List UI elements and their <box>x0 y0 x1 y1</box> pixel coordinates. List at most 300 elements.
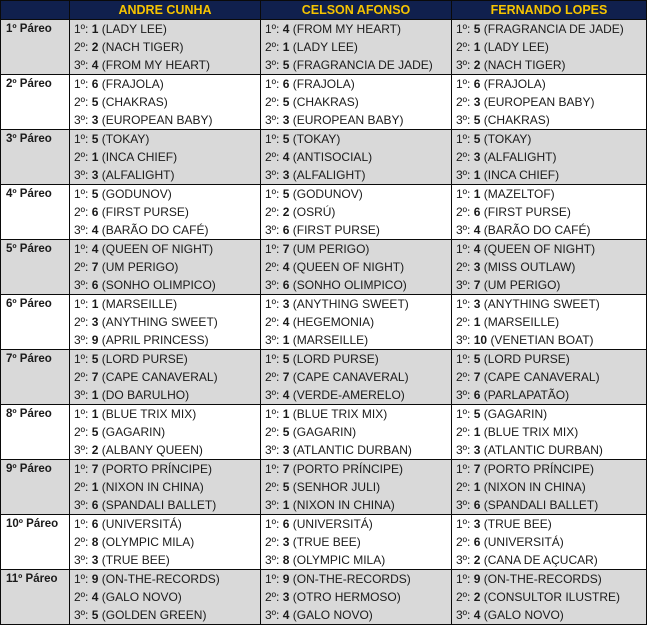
finish-position: 3º: <box>265 553 280 567</box>
finish-position: 3º: <box>456 168 471 182</box>
horse-number: 1 <box>473 315 481 329</box>
horse-number: 5 <box>282 352 290 366</box>
finish-position: 3º: <box>456 388 471 402</box>
horse-name: (CHAKRAS) <box>292 95 359 109</box>
finish-position: 1º: <box>265 22 280 36</box>
horse-number: 3 <box>282 535 290 549</box>
horse-number: 5 <box>473 132 481 146</box>
horse-name: (GODUNOV) <box>101 187 172 201</box>
race-row <box>1 240 647 295</box>
pick-line <box>70 441 260 459</box>
horse-number: 7 <box>473 370 481 384</box>
pick-line <box>261 313 451 331</box>
pick-line <box>261 130 451 148</box>
pick-line <box>70 203 260 221</box>
finish-position: 3º: <box>265 608 280 622</box>
horse-name: (SPANDALI BALLET) <box>101 498 217 512</box>
horse-number: 6 <box>282 517 290 531</box>
pick-line <box>70 460 260 478</box>
race-row <box>1 20 647 75</box>
pick-line <box>70 588 260 606</box>
horse-name: (QUEEN OF NIGHT) <box>101 242 214 256</box>
horse-name: (CAPE CANAVERAL) <box>483 370 600 384</box>
horse-number: 4 <box>282 22 290 36</box>
horse-number: 1 <box>91 150 99 164</box>
horse-name: (VERDE-AMERELO) <box>292 388 405 402</box>
finish-position: 2º: <box>265 480 280 494</box>
horse-number: 7 <box>282 370 290 384</box>
finish-position: 1º: <box>456 132 471 146</box>
horse-number: 1 <box>91 407 99 421</box>
finish-position: 3º: <box>456 113 471 127</box>
horse-number: 5 <box>91 132 99 146</box>
race-row <box>1 295 647 350</box>
finish-position: 3º: <box>456 553 471 567</box>
pick-line <box>70 148 260 166</box>
horse-number: 3 <box>282 168 290 182</box>
horse-name: (UM PERIGO) <box>483 278 561 292</box>
pick-line <box>70 166 260 184</box>
pick-line <box>452 515 646 533</box>
horse-name: (GAGARIN) <box>483 407 548 421</box>
horse-name: (MARSEILLE) <box>483 315 560 329</box>
horse-number: 4 <box>91 58 99 72</box>
finish-position: 2º: <box>74 535 89 549</box>
expert-picks-cell <box>261 130 452 185</box>
horse-name: (DO BARULHO) <box>101 388 190 402</box>
finish-position: 1º: <box>265 517 280 531</box>
race-row <box>1 75 647 130</box>
horse-name: (INCA CHIEF) <box>101 150 178 164</box>
finish-position: 1º: <box>74 517 89 531</box>
expert-picks-cell <box>261 240 452 295</box>
finish-position: 2º: <box>456 370 471 384</box>
finish-position: 2º: <box>74 480 89 494</box>
pick-line <box>452 460 646 478</box>
horse-number: 2 <box>473 58 481 72</box>
horse-name: (MARSEILLE) <box>101 297 178 311</box>
pick-line <box>261 276 451 294</box>
expert-picks-cell <box>261 515 452 570</box>
pick-line <box>261 478 451 496</box>
horse-name: (ATLANTIC DURBAN) <box>292 443 412 457</box>
finish-position: 2º: <box>456 425 471 439</box>
finish-position: 3º: <box>74 333 89 347</box>
expert-picks-cell <box>452 295 647 350</box>
finish-position: 2º: <box>265 425 280 439</box>
horse-number: 3 <box>91 315 99 329</box>
horse-number: 5 <box>282 132 290 146</box>
horse-name: (TRUE BEE) <box>483 517 552 531</box>
finish-position: 2º: <box>265 535 280 549</box>
finish-position: 3º: <box>74 443 89 457</box>
horse-number: 6 <box>91 205 99 219</box>
finish-position: 2º: <box>74 205 89 219</box>
horse-name: (ANYTHING SWEET) <box>292 297 409 311</box>
pick-line <box>261 258 451 276</box>
finish-position: 1º: <box>456 352 471 366</box>
pick-line <box>261 606 451 624</box>
finish-position: 3º: <box>456 498 471 512</box>
race-label: 5º Páreo <box>1 240 70 295</box>
finish-position: 2º: <box>74 95 89 109</box>
horse-number: 4 <box>91 242 99 256</box>
horse-number: 4 <box>473 223 481 237</box>
horse-name: (FRAJOLA) <box>101 77 164 91</box>
pick-line <box>261 148 451 166</box>
finish-position: 2º: <box>74 260 89 274</box>
expert-picks-cell <box>452 515 647 570</box>
horse-name: (FRAJOLA) <box>483 77 546 91</box>
finish-position: 2º: <box>74 315 89 329</box>
expert-picks-cell <box>261 570 452 625</box>
pick-line <box>452 203 646 221</box>
horse-name: (LADY LEE) <box>101 22 167 36</box>
horse-name: (UNIVERSITÁ) <box>292 517 373 531</box>
horse-name: (TOKAY) <box>101 132 150 146</box>
expert-picks-cell <box>70 405 261 460</box>
horse-number: 3 <box>282 443 290 457</box>
expert-picks-cell <box>261 20 452 75</box>
horse-number: 6 <box>282 223 290 237</box>
pick-line <box>261 20 451 38</box>
header-fernando-lopes: FERNANDO LOPES <box>452 1 647 20</box>
finish-position: 1º: <box>74 462 89 476</box>
pick-line <box>70 75 260 93</box>
finish-position: 3º: <box>456 608 471 622</box>
pick-line <box>452 405 646 423</box>
horse-name: (SONHO OLIMPICO) <box>101 278 216 292</box>
horse-number: 5 <box>282 95 290 109</box>
finish-position: 1º: <box>74 22 89 36</box>
horse-name: (LORD PURSE) <box>101 352 188 366</box>
race-label: 6º Páreo <box>1 295 70 350</box>
horse-name: (ANTISOCIAL) <box>292 150 373 164</box>
horse-name: (NIXON IN CHINA) <box>292 498 395 512</box>
horse-name: (ALFALIGHT) <box>101 168 175 182</box>
pick-line <box>452 111 646 129</box>
horse-name: (LORD PURSE) <box>292 352 379 366</box>
finish-position: 2º: <box>74 370 89 384</box>
finish-position: 1º: <box>74 242 89 256</box>
expert-picks-cell <box>70 75 261 130</box>
horse-name: (CANA DE AÇUCAR) <box>483 553 598 567</box>
finish-position: 2º: <box>456 40 471 54</box>
horse-number: 8 <box>282 553 290 567</box>
horse-number: 6 <box>473 498 481 512</box>
horse-name: (BLUE TRIX MIX) <box>292 407 388 421</box>
pick-line <box>70 130 260 148</box>
horse-name: (UNIVERSITÁ) <box>101 517 182 531</box>
horse-name: (ON-THE-RECORDS) <box>101 572 220 586</box>
horse-number: 4 <box>282 388 290 402</box>
horse-number: 5 <box>473 352 481 366</box>
horse-number: 3 <box>473 150 481 164</box>
horse-name: (SENHOR JULI) <box>292 480 381 494</box>
horse-number: 1 <box>91 388 99 402</box>
pick-line <box>261 496 451 514</box>
pick-line <box>452 38 646 56</box>
expert-picks-cell <box>452 130 647 185</box>
pick-line <box>70 313 260 331</box>
horse-number: 5 <box>282 187 290 201</box>
expert-picks-cell <box>452 350 647 405</box>
expert-picks-cell <box>70 515 261 570</box>
pick-line <box>261 56 451 74</box>
finish-position: 3º: <box>265 443 280 457</box>
finish-position: 2º: <box>456 480 471 494</box>
horse-number: 3 <box>473 297 481 311</box>
pick-line <box>452 606 646 624</box>
pick-line <box>70 38 260 56</box>
horse-number: 1 <box>282 333 290 347</box>
finish-position: 2º: <box>265 205 280 219</box>
pick-line <box>261 588 451 606</box>
horse-number: 3 <box>91 553 99 567</box>
finish-position: 1º: <box>456 407 471 421</box>
finish-position: 3º: <box>74 498 89 512</box>
pick-line <box>70 56 260 74</box>
pick-line <box>261 551 451 569</box>
horse-number: 1 <box>473 425 481 439</box>
horse-name: (GODUNOV) <box>292 187 363 201</box>
horse-number: 6 <box>473 388 481 402</box>
pick-line <box>452 75 646 93</box>
finish-position: 1º: <box>265 187 280 201</box>
finish-position: 1º: <box>265 77 280 91</box>
finish-position: 3º: <box>74 278 89 292</box>
horse-number: 4 <box>282 608 290 622</box>
race-label: 9º Páreo <box>1 460 70 515</box>
pick-line <box>70 405 260 423</box>
horse-number: 3 <box>282 590 290 604</box>
finish-position: 2º: <box>265 260 280 274</box>
pick-line <box>70 185 260 203</box>
finish-position: 2º: <box>456 315 471 329</box>
pick-line <box>452 148 646 166</box>
horse-name: (EUROPEAN BABY) <box>101 113 213 127</box>
expert-picks-cell <box>261 350 452 405</box>
finish-position: 2º: <box>74 150 89 164</box>
horse-number: 9 <box>91 333 99 347</box>
horse-name: (PORTO PRÍNCIPE) <box>292 462 404 476</box>
pick-line <box>70 423 260 441</box>
horse-number: 6 <box>282 278 290 292</box>
horse-number: 1 <box>473 168 481 182</box>
finish-position: 3º: <box>74 553 89 567</box>
pick-line <box>452 496 646 514</box>
horse-number: 5 <box>473 22 481 36</box>
horse-name: (ON-THE-RECORDS) <box>292 572 411 586</box>
horse-number: 4 <box>91 223 99 237</box>
finish-position: 2º: <box>265 590 280 604</box>
horse-name: (ALFALIGHT) <box>292 168 366 182</box>
pick-line <box>70 258 260 276</box>
expert-picks-cell <box>261 185 452 240</box>
horse-name: (FRAGRANCIA DE JADE) <box>292 58 433 72</box>
race-label: 2º Páreo <box>1 75 70 130</box>
horse-name: (CAPE CANAVERAL) <box>101 370 218 384</box>
horse-name: (OTRO HERMOSO) <box>292 590 401 604</box>
horse-number: 7 <box>473 278 481 292</box>
race-row <box>1 570 647 625</box>
finish-position: 1º: <box>265 407 280 421</box>
finish-position: 3º: <box>456 333 471 347</box>
horse-number: 1 <box>91 297 99 311</box>
pick-line <box>70 368 260 386</box>
horse-number: 4 <box>473 608 481 622</box>
race-label: 1º Páreo <box>1 20 70 75</box>
horse-number: 2 <box>282 205 290 219</box>
pick-line <box>452 93 646 111</box>
horse-name: (BARÃO DO CAFÉ) <box>483 223 591 237</box>
pick-line <box>452 478 646 496</box>
finish-position: 1º: <box>265 462 280 476</box>
horse-name: (TRUE BEE) <box>292 535 361 549</box>
horse-name: (FIRST PURSE) <box>292 223 380 237</box>
horse-name: (TOKAY) <box>483 132 532 146</box>
horse-number: 5 <box>282 480 290 494</box>
horse-name: (GALO NOVO) <box>101 590 182 604</box>
pick-line <box>261 386 451 404</box>
horse-name: (ON-THE-RECORDS) <box>483 572 602 586</box>
horse-number: 1 <box>91 480 99 494</box>
finish-position: 2º: <box>74 425 89 439</box>
horse-name: (MAZELTOF) <box>483 187 555 201</box>
finish-position: 3º: <box>74 113 89 127</box>
finish-position: 2º: <box>74 590 89 604</box>
horse-name: (LADY LEE) <box>292 40 358 54</box>
horse-number: 4 <box>282 150 290 164</box>
horse-name: (INCA CHIEF) <box>483 168 560 182</box>
finish-position: 3º: <box>74 168 89 182</box>
pick-line <box>70 295 260 313</box>
finish-position: 1º: <box>74 352 89 366</box>
pick-line <box>452 20 646 38</box>
pick-line <box>261 423 451 441</box>
horse-name: (MARSEILLE) <box>292 333 369 347</box>
horse-number: 6 <box>91 517 99 531</box>
finish-position: 1º: <box>265 297 280 311</box>
expert-picks-cell <box>261 460 452 515</box>
expert-picks-cell <box>70 350 261 405</box>
pick-line <box>452 130 646 148</box>
horse-name: (FROM MY HEART) <box>101 58 210 72</box>
finish-position: 1º: <box>456 22 471 36</box>
finish-position: 3º: <box>74 223 89 237</box>
pick-line <box>70 570 260 588</box>
horse-name: (GOLDEN GREEN) <box>101 608 207 622</box>
horse-number: 1 <box>91 22 99 36</box>
horse-name: (OSRÚ) <box>292 205 336 219</box>
horse-name: (CONSULTOR ILUSTRE) <box>483 590 621 604</box>
pick-line <box>261 441 451 459</box>
horse-name: (FIRST PURSE) <box>101 205 189 219</box>
horse-name: (UNIVERSITÁ) <box>483 535 564 549</box>
horse-number: 3 <box>473 443 481 457</box>
horse-number: 2 <box>91 40 99 54</box>
race-label: 7º Páreo <box>1 350 70 405</box>
expert-picks-cell <box>261 75 452 130</box>
pick-line <box>452 295 646 313</box>
finish-position: 1º: <box>74 572 89 586</box>
finish-position: 3º: <box>265 388 280 402</box>
horse-number: 5 <box>282 425 290 439</box>
finish-position: 3º: <box>265 223 280 237</box>
horse-number: 5 <box>91 425 99 439</box>
horse-name: (SPANDALI BALLET) <box>483 498 599 512</box>
pick-line <box>70 478 260 496</box>
race-label: 3º Páreo <box>1 130 70 185</box>
pick-line <box>261 38 451 56</box>
horse-number: 6 <box>91 77 99 91</box>
expert-picks-cell <box>261 405 452 460</box>
finish-position: 1º: <box>74 132 89 146</box>
finish-position: 3º: <box>74 58 89 72</box>
expert-picks-cell <box>70 570 261 625</box>
finish-position: 3º: <box>74 388 89 402</box>
pick-line <box>261 203 451 221</box>
race-label: 4º Páreo <box>1 185 70 240</box>
finish-position: 2º: <box>265 315 280 329</box>
pick-line <box>70 221 260 239</box>
horse-number: 2 <box>473 590 481 604</box>
finish-position: 3º: <box>265 498 280 512</box>
horse-number: 3 <box>91 113 99 127</box>
pick-line <box>452 221 646 239</box>
horse-name: (GALO NOVO) <box>292 608 373 622</box>
pick-line <box>70 111 260 129</box>
finish-position: 3º: <box>265 168 280 182</box>
expert-picks-cell <box>452 185 647 240</box>
horse-name: (CHAKRAS) <box>483 113 550 127</box>
horse-number: 6 <box>473 205 481 219</box>
pick-line <box>261 166 451 184</box>
finish-position: 2º: <box>265 40 280 54</box>
expert-picks-cell <box>452 460 647 515</box>
expert-picks-cell <box>70 185 261 240</box>
race-row <box>1 515 647 570</box>
race-rows <box>1 20 647 625</box>
horse-name: (GAGARIN) <box>292 425 357 439</box>
horse-number: 3 <box>473 517 481 531</box>
pick-line <box>261 570 451 588</box>
horse-name: (PORTO PRÍNCIPE) <box>101 462 213 476</box>
pick-line <box>452 588 646 606</box>
finish-position: 1º: <box>265 242 280 256</box>
finish-position: 1º: <box>74 77 89 91</box>
header-andre-cunha: ANDRE CUNHA <box>70 1 261 20</box>
horse-number: 3 <box>473 95 481 109</box>
horse-number: 9 <box>473 572 481 586</box>
horse-number: 9 <box>282 572 290 586</box>
pick-line <box>261 533 451 551</box>
race-row <box>1 405 647 460</box>
pick-line <box>261 111 451 129</box>
horse-name: (QUEEN OF NIGHT) <box>483 242 596 256</box>
horse-number: 7 <box>91 462 99 476</box>
horse-number: 10 <box>473 333 488 347</box>
horse-name: (TOKAY) <box>292 132 341 146</box>
horse-number: 7 <box>282 242 290 256</box>
pick-line <box>261 405 451 423</box>
horse-name: (FIRST PURSE) <box>483 205 571 219</box>
horse-name: (EUROPEAN BABY) <box>483 95 595 109</box>
finish-position: 2º: <box>265 370 280 384</box>
pick-line <box>452 258 646 276</box>
horse-number: 5 <box>91 187 99 201</box>
expert-picks-cell <box>70 20 261 75</box>
